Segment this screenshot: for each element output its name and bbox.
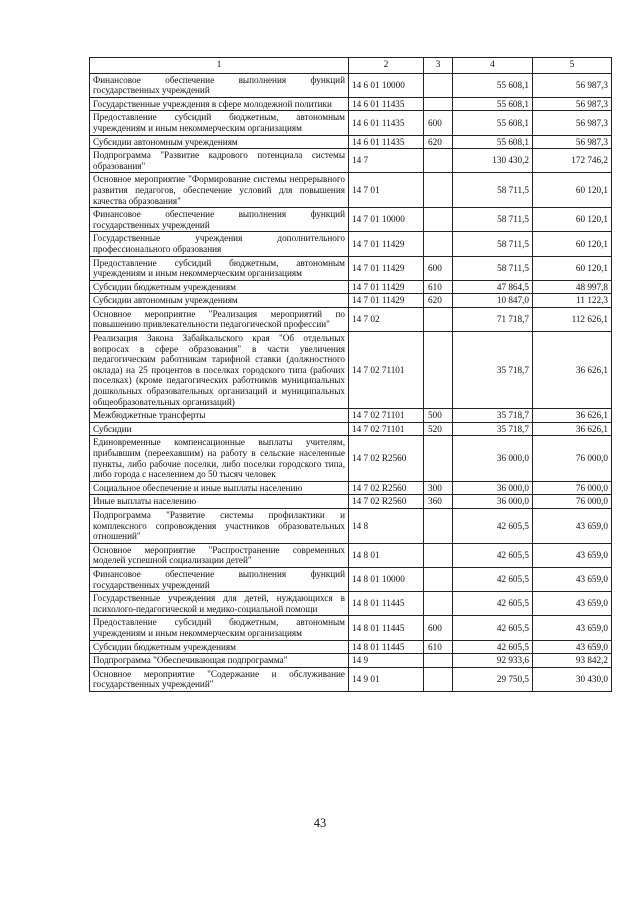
table-row xyxy=(90,332,612,409)
value-2020-cell: 60 120,1 xyxy=(533,232,612,256)
code-cell: 14 8 xyxy=(349,508,424,543)
code-cell: 14 6 01 11435 xyxy=(349,97,424,111)
name-cell: Субсидии xyxy=(90,422,349,436)
table-row xyxy=(90,567,612,591)
name-cell: Государственные учреждения дополнительного профессионального образования xyxy=(90,232,349,256)
value-2019-cell: 92 933,6 xyxy=(453,654,533,668)
vr-cell: 300 xyxy=(424,481,453,495)
code-cell: 14 7 01 10000 xyxy=(349,208,424,232)
vr-cell xyxy=(424,149,453,173)
code-cell: 14 7 02 R2560 xyxy=(349,481,424,495)
value-2019-cell: 42 605,5 xyxy=(453,508,533,543)
vr-cell xyxy=(424,436,453,481)
name-cell: Межбюджетные трансферты xyxy=(90,409,349,423)
code-cell: 14 7 02 R2560 xyxy=(349,495,424,509)
table-row xyxy=(90,543,612,567)
header-col-5: 5 xyxy=(533,58,612,74)
name-cell: Основное мероприятие "Распространение современных моделей успешной социализации детей" xyxy=(90,543,349,567)
vr-cell xyxy=(424,332,453,409)
value-2020-cell: 48 997,8 xyxy=(533,280,612,294)
code-cell: 14 8 01 11445 xyxy=(349,592,424,616)
table-row xyxy=(90,73,612,97)
budget-table xyxy=(89,57,612,692)
table-row xyxy=(90,508,612,543)
name-cell: Предоставление субсидий бюджетным, автономным учреждениям и иным некоммерческим организациям xyxy=(90,256,349,280)
value-2019-cell: 130 430,2 xyxy=(453,149,533,173)
code-cell: 14 7 02 R2560 xyxy=(349,436,424,481)
vr-cell xyxy=(424,543,453,567)
table-row xyxy=(90,208,612,232)
table-row xyxy=(90,422,612,436)
value-2020-cell: 43 659,0 xyxy=(533,543,612,567)
vr-cell: 620 xyxy=(424,135,453,149)
table-row xyxy=(90,256,612,280)
value-2020-cell: 93 842,2 xyxy=(533,654,612,668)
name-cell: Государственные учреждения для детей, нуждающихся в психолого-педагогической и медико-социальной помощи xyxy=(90,592,349,616)
name-cell: Субсидии автономным учреждениям xyxy=(90,294,349,308)
table-row xyxy=(90,481,612,495)
value-2020-cell: 36 626,1 xyxy=(533,332,612,409)
name-cell: Предоставление субсидий бюджетным, автономным учреждениям и иным некоммерческим организациям xyxy=(90,616,349,640)
vr-cell xyxy=(424,592,453,616)
value-2020-cell: 43 659,0 xyxy=(533,592,612,616)
vr-cell: 600 xyxy=(424,616,453,640)
value-2019-cell: 42 605,5 xyxy=(453,640,533,654)
value-2020-cell: 11 122,3 xyxy=(533,294,612,308)
code-cell: 14 7 xyxy=(349,149,424,173)
vr-cell: 500 xyxy=(424,409,453,423)
name-cell: Финансовое обеспечение выполнения функций государственных учреждений xyxy=(90,208,349,232)
table-row xyxy=(90,149,612,173)
header-col-3: 3 xyxy=(424,58,453,74)
value-2019-cell: 42 605,5 xyxy=(453,592,533,616)
vr-cell xyxy=(424,667,453,691)
table-row xyxy=(90,592,612,616)
code-cell: 14 7 01 11429 xyxy=(349,232,424,256)
code-cell: 14 7 02 71101 xyxy=(349,332,424,409)
table-body xyxy=(90,73,612,691)
code-cell: 14 6 01 10000 xyxy=(349,73,424,97)
value-2020-cell: 43 659,0 xyxy=(533,567,612,591)
vr-cell: 620 xyxy=(424,294,453,308)
page-number: 43 xyxy=(313,816,327,830)
table-row xyxy=(90,409,612,423)
code-cell: 14 9 01 xyxy=(349,667,424,691)
value-2019-cell: 36 000,0 xyxy=(453,481,533,495)
code-cell: 14 7 01 11429 xyxy=(349,280,424,294)
value-2019-cell: 58 711,5 xyxy=(453,173,533,208)
name-cell: Основное мероприятие "Реализация мероприятий по повышению привлекательности педагогической профессии" xyxy=(90,307,349,331)
table-row xyxy=(90,640,612,654)
value-2019-cell: 36 000,0 xyxy=(453,495,533,509)
value-2019-cell: 58 711,5 xyxy=(453,208,533,232)
value-2019-cell: 36 000,0 xyxy=(453,436,533,481)
value-2019-cell: 58 711,5 xyxy=(453,232,533,256)
name-cell: Подпрограмма "Развитие системы профилактики и комплексного сопровождения участников образовательных отношений" xyxy=(90,508,349,543)
name-cell: Основное мероприятие "Формирование системы непрерывного развития педагогов, обеспечение условий для повышения качества образования" xyxy=(90,173,349,208)
value-2019-cell: 42 605,5 xyxy=(453,616,533,640)
value-2019-cell: 42 605,5 xyxy=(453,543,533,567)
vr-cell: 610 xyxy=(424,280,453,294)
code-cell: 14 7 01 11429 xyxy=(349,256,424,280)
value-2020-cell: 76 000,0 xyxy=(533,481,612,495)
vr-cell: 600 xyxy=(424,256,453,280)
header-row xyxy=(90,58,612,74)
table-row xyxy=(90,97,612,111)
value-2019-cell: 47 864,5 xyxy=(453,280,533,294)
value-2019-cell: 42 605,5 xyxy=(453,567,533,591)
value-2020-cell: 112 626,1 xyxy=(533,307,612,331)
vr-cell xyxy=(424,232,453,256)
code-cell: 14 7 02 71101 xyxy=(349,409,424,423)
value-2019-cell: 58 711,5 xyxy=(453,256,533,280)
value-2020-cell: 43 659,0 xyxy=(533,616,612,640)
value-2020-cell: 60 120,1 xyxy=(533,208,612,232)
code-cell: 14 8 01 11445 xyxy=(349,616,424,640)
table-row xyxy=(90,667,612,691)
name-cell: Социальное обеспечение и иные выплаты населению xyxy=(90,481,349,495)
code-cell: 14 9 xyxy=(349,654,424,668)
name-cell: Субсидии бюджетным учреждениям xyxy=(90,640,349,654)
code-cell: 14 7 01 xyxy=(349,173,424,208)
vr-cell xyxy=(424,173,453,208)
name-cell: Подпрограмма "Развитие кадрового потенциала системы образования" xyxy=(90,149,349,173)
table-row xyxy=(90,111,612,135)
value-2020-cell: 30 430,0 xyxy=(533,667,612,691)
name-cell: Основное мероприятие "Содержание и обслуживание государственных учреждений" xyxy=(90,667,349,691)
budget-table-page xyxy=(89,57,611,692)
value-2020-cell: 76 000,0 xyxy=(533,436,612,481)
value-2019-cell: 35 718,7 xyxy=(453,422,533,436)
code-cell: 14 6 01 11435 xyxy=(349,135,424,149)
name-cell: Финансовое обеспечение выполнения функций государственных учреждений xyxy=(90,567,349,591)
value-2020-cell: 172 746,2 xyxy=(533,149,612,173)
vr-cell: 360 xyxy=(424,495,453,509)
code-cell: 14 7 02 71101 xyxy=(349,422,424,436)
value-2019-cell: 55 608,1 xyxy=(453,135,533,149)
code-cell: 14 8 01 10000 xyxy=(349,567,424,591)
vr-cell xyxy=(424,73,453,97)
value-2019-cell: 55 608,1 xyxy=(453,73,533,97)
name-cell: Предоставление субсидий бюджетным, автономным учреждениям и иным некоммерческим организациям xyxy=(90,111,349,135)
code-cell: 14 8 01 xyxy=(349,543,424,567)
vr-cell xyxy=(424,97,453,111)
table-row xyxy=(90,616,612,640)
vr-cell xyxy=(424,654,453,668)
value-2019-cell: 71 718,7 xyxy=(453,307,533,331)
name-cell: Финансовое обеспечение выполнения функций государственных учреждений xyxy=(90,73,349,97)
code-cell: 14 6 01 11435 xyxy=(349,111,424,135)
value-2020-cell: 43 659,0 xyxy=(533,508,612,543)
vr-cell xyxy=(424,307,453,331)
name-cell: Подпрограмма "Обеспечивающая подпрограмма" xyxy=(90,654,349,668)
value-2020-cell: 76 000,0 xyxy=(533,495,612,509)
value-2020-cell: 60 120,1 xyxy=(533,256,612,280)
table-row xyxy=(90,307,612,331)
table-row xyxy=(90,280,612,294)
table-row xyxy=(90,495,612,509)
value-2019-cell: 35 718,7 xyxy=(453,332,533,409)
vr-cell: 610 xyxy=(424,640,453,654)
vr-cell: 520 xyxy=(424,422,453,436)
value-2019-cell: 55 608,1 xyxy=(453,111,533,135)
value-2020-cell: 56 987,3 xyxy=(533,97,612,111)
table-row xyxy=(90,173,612,208)
table-row xyxy=(90,654,612,668)
header-col-1: 1 xyxy=(90,58,349,74)
vr-cell xyxy=(424,208,453,232)
header-col-2: 2 xyxy=(349,58,424,74)
name-cell: Единовременные компенсационные выплаты учителям, прибывшим (переехавшим) на работу в сельские населенные пункты, либо рабочие поселки, либо поселки городского типа, либо города с населением до 50 тысяч человек xyxy=(90,436,349,481)
value-2019-cell: 10 847,0 xyxy=(453,294,533,308)
table-row xyxy=(90,232,612,256)
name-cell: Реализация Закона Забайкальского края "Об отдельных вопросах в сфере образования" в части увеличения педагогическим работникам тарифной ставки (должностного оклада) на 25 процентов в поселках городского типа (рабочих поселках) (кроме педагогических работников муниципальных дошкольных образовательных организаций и муниципальных общеобразовательных организаций) xyxy=(90,332,349,409)
vr-cell: 600 xyxy=(424,111,453,135)
value-2019-cell: 29 750,5 xyxy=(453,667,533,691)
name-cell: Государственные учреждения в сфере молодежной политики xyxy=(90,97,349,111)
code-cell: 14 7 01 11429 xyxy=(349,294,424,308)
name-cell: Иные выплаты населению xyxy=(90,495,349,509)
code-cell: 14 8 01 11445 xyxy=(349,640,424,654)
table-row xyxy=(90,436,612,481)
code-cell: 14 7 02 xyxy=(349,307,424,331)
value-2020-cell: 36 626,1 xyxy=(533,409,612,423)
table-row xyxy=(90,135,612,149)
name-cell: Субсидии автономным учреждениям xyxy=(90,135,349,149)
vr-cell xyxy=(424,567,453,591)
value-2019-cell: 35 718,7 xyxy=(453,409,533,423)
name-cell: Субсидии бюджетным учреждениям xyxy=(90,280,349,294)
value-2020-cell: 56 987,3 xyxy=(533,135,612,149)
value-2020-cell: 60 120,1 xyxy=(533,173,612,208)
value-2020-cell: 43 659,0 xyxy=(533,640,612,654)
vr-cell xyxy=(424,508,453,543)
value-2019-cell: 55 608,1 xyxy=(453,97,533,111)
table-row xyxy=(90,294,612,308)
value-2020-cell: 56 987,3 xyxy=(533,111,612,135)
value-2020-cell: 36 626,1 xyxy=(533,422,612,436)
value-2020-cell: 56 987,3 xyxy=(533,73,612,97)
header-col-4: 4 xyxy=(453,58,533,74)
